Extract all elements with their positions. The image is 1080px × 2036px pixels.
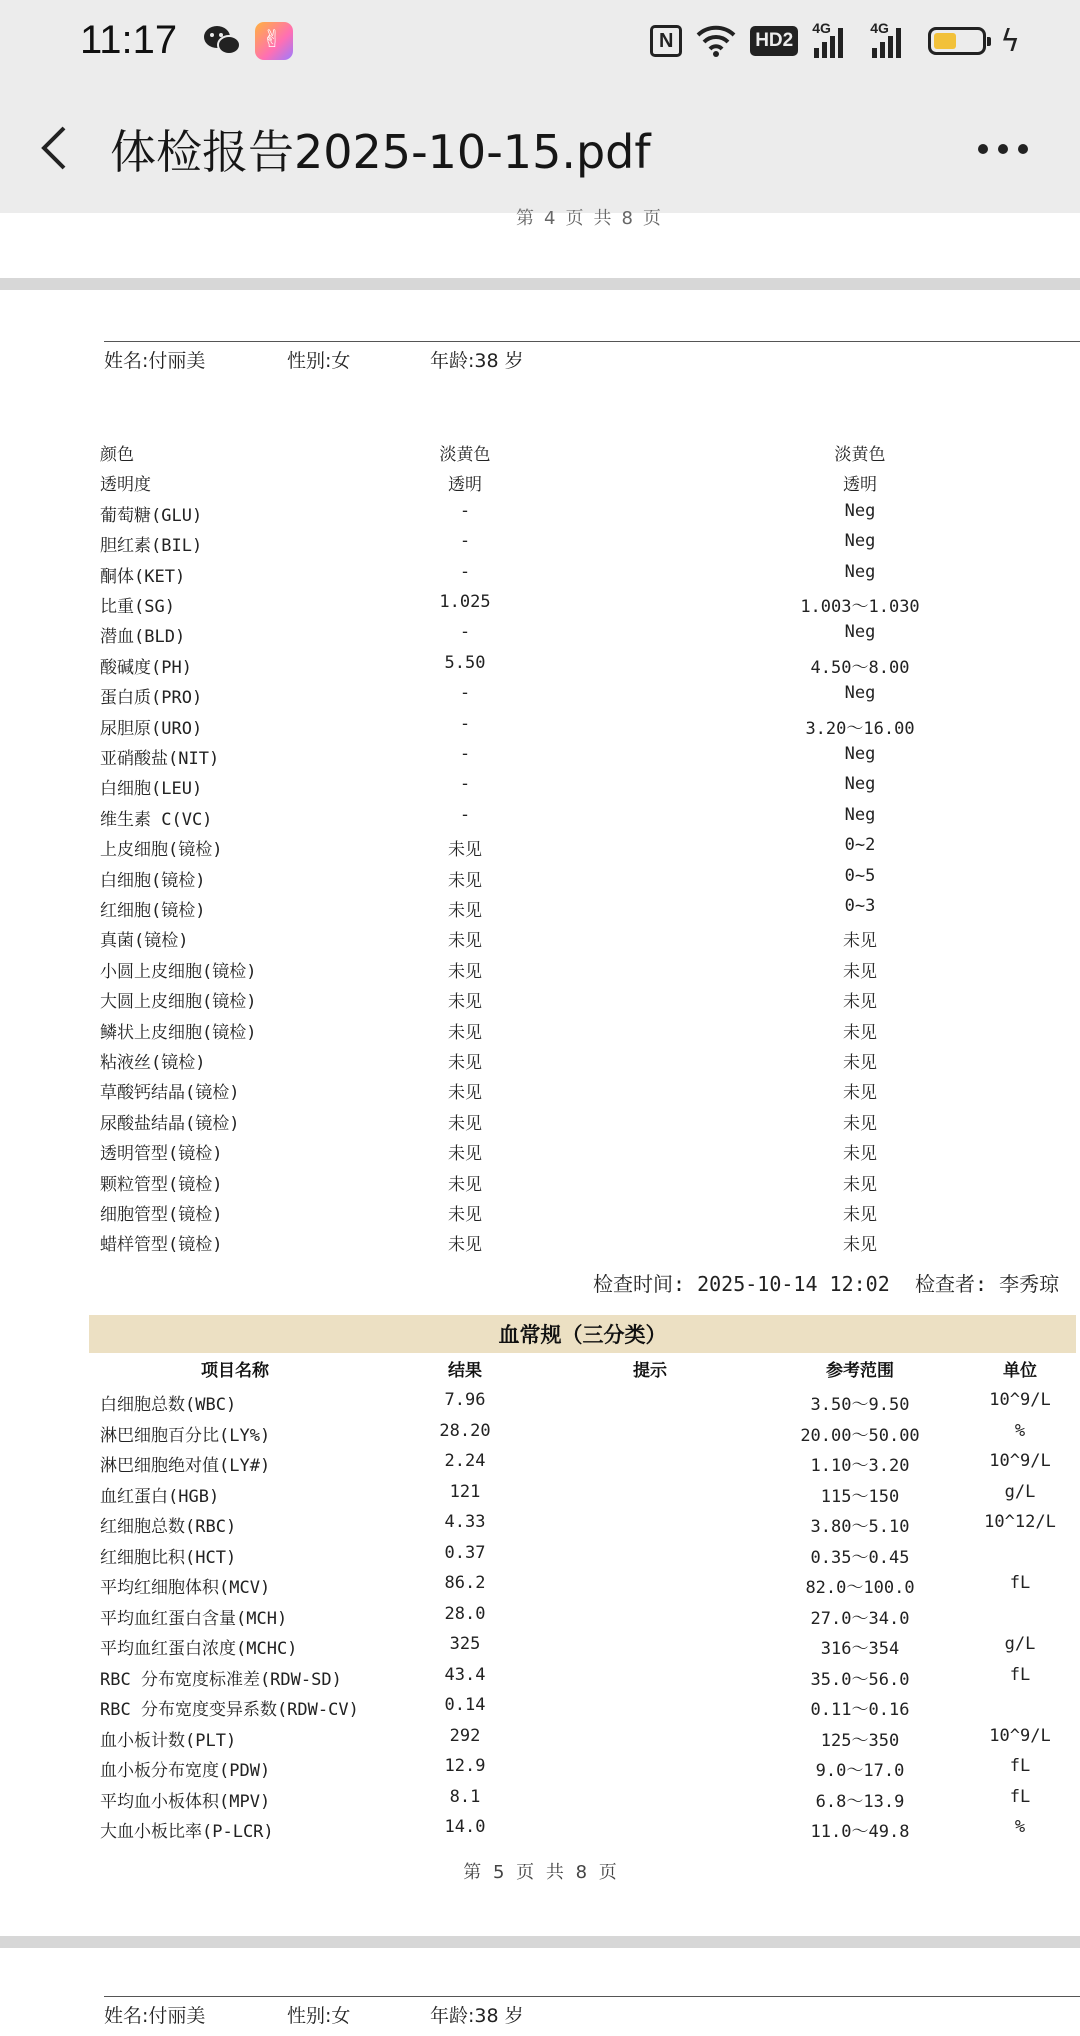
- test-name: 白细胞(镜检): [100, 870, 206, 891]
- test-result: 未见: [448, 1144, 482, 1165]
- test-result: -: [459, 531, 471, 552]
- signal-4g-icon: 4G: [812, 24, 856, 58]
- blood-row: [0, 1665, 1080, 1695]
- test-result: 未见: [448, 1113, 482, 1134]
- test-reference: 未见: [843, 961, 877, 982]
- urine-row: [0, 470, 1080, 500]
- test-reference: 淡黄色: [834, 445, 886, 465]
- urine-row: [0, 1170, 1080, 1200]
- test-result: 未见: [448, 1205, 482, 1225]
- urine-row: [0, 774, 1080, 804]
- test-result: 未见: [448, 1083, 482, 1104]
- urine-row: [0, 622, 1080, 652]
- test-reference: 35.0～56.0: [810, 1669, 910, 1690]
- test-reference: 未见: [843, 1235, 877, 1256]
- test-reference: 316～354: [820, 1639, 900, 1659]
- test-reference: 3.80～5.10: [810, 1517, 910, 1537]
- patient-age: 年龄:38 岁: [430, 350, 524, 372]
- patient-name: 姓名:付丽美: [104, 350, 206, 372]
- urine-row: [0, 1018, 1080, 1048]
- urine-row: [0, 1078, 1080, 1108]
- test-name: 白细胞总数(WBC): [100, 1395, 237, 1415]
- more-options-icon[interactable]: [978, 144, 1028, 154]
- test-reference: Neg: [844, 804, 876, 825]
- test-result: 未见: [448, 901, 482, 921]
- test-name: 细胞管型(镜检): [100, 1205, 223, 1225]
- test-name: RBC 分布宽度标准差(RDW-SD): [100, 1669, 342, 1690]
- test-unit: 10^12/L: [984, 1512, 1056, 1532]
- top-bar: [0, 0, 1080, 213]
- test-unit: fL: [1009, 1756, 1031, 1776]
- test-reference: 0~5: [844, 865, 876, 886]
- test-result: 5.50: [444, 652, 486, 673]
- blood-row: [0, 1787, 1080, 1817]
- test-name: 红细胞(镜检): [100, 901, 206, 921]
- nfc-icon: N: [650, 25, 682, 57]
- test-reference: 1.003～1.030: [800, 597, 920, 617]
- test-name: 大圆上皮细胞(镜检): [100, 992, 257, 1013]
- test-name: 草酸钙结晶(镜检): [100, 1083, 240, 1104]
- app-notification-icon: [255, 22, 293, 60]
- blood-row: [0, 1726, 1080, 1756]
- test-reference: Neg: [844, 744, 876, 764]
- test-result: 未见: [448, 1235, 482, 1256]
- test-reference: 未见: [843, 1053, 877, 1073]
- test-name: 平均红细胞体积(MCV): [100, 1578, 271, 1598]
- blood-row: [0, 1573, 1080, 1603]
- test-result: 28.20: [439, 1420, 491, 1441]
- test-result: 未见: [448, 931, 482, 952]
- test-unit: %: [1014, 1817, 1026, 1837]
- urine-row: [0, 683, 1080, 713]
- test-reference: 6.8～13.9: [815, 1791, 905, 1812]
- test-name: 颜色: [100, 445, 134, 465]
- test-name: 大血小板比率(P-LCR): [100, 1822, 274, 1842]
- test-result: 未见: [448, 870, 482, 891]
- section-title: 血常规（三分类）: [498, 1323, 667, 1347]
- urine-row: [0, 896, 1080, 926]
- test-name: 蛋白质(PRO): [100, 688, 203, 709]
- test-result: 0.14: [444, 1695, 486, 1715]
- wifi-icon: [696, 24, 736, 58]
- test-result: -: [459, 744, 471, 764]
- test-reference: 115～150: [820, 1486, 900, 1507]
- urine-row: [0, 531, 1080, 561]
- test-reference: 27.0～34.0: [810, 1608, 910, 1629]
- blood-row: [0, 1482, 1080, 1512]
- test-name: 血小板分布宽度(PDW): [100, 1761, 271, 1781]
- test-reference: 未见: [843, 992, 877, 1013]
- test-name: 红细胞比积(HCT): [100, 1547, 237, 1568]
- page-separator: [0, 278, 1080, 290]
- test-name: 血红蛋白(HGB): [100, 1486, 220, 1507]
- blood-row: [0, 1451, 1080, 1481]
- blood-row: [0, 1390, 1080, 1420]
- urine-row: [0, 1048, 1080, 1078]
- test-name: 胆红素(BIL): [100, 536, 203, 557]
- test-reference: 3.20～16.00: [805, 718, 915, 739]
- blood-row: [0, 1817, 1080, 1847]
- test-unit: g/L: [1004, 1634, 1036, 1654]
- test-name: 鳞状上皮细胞(镜检): [100, 1022, 257, 1043]
- check-info: [0, 1268, 1080, 1298]
- blood-row: [0, 1756, 1080, 1786]
- test-reference: 0~2: [844, 835, 876, 856]
- test-reference: Neg: [844, 683, 876, 704]
- test-result: 4.33: [444, 1512, 486, 1532]
- previous-page-footer: 第4页共8页: [516, 208, 671, 229]
- urine-row: [0, 501, 1080, 531]
- col-header-unit: 单位: [1003, 1361, 1037, 1381]
- urine-row: [0, 653, 1080, 683]
- test-name: 酸碱度(PH): [100, 657, 192, 678]
- test-reference: Neg: [844, 561, 876, 582]
- test-unit: fL: [1009, 1573, 1031, 1593]
- urine-row: [0, 957, 1080, 987]
- test-name: 颗粒管型(镜检): [100, 1174, 223, 1195]
- test-unit: 10^9/L: [989, 1390, 1051, 1410]
- test-name: 蜡样管型(镜检): [100, 1235, 223, 1256]
- test-reference: 0.35～0.45: [810, 1547, 910, 1568]
- test-result: 14.0: [444, 1817, 486, 1837]
- col-header-ref: 参考范围: [826, 1361, 894, 1381]
- test-result: 未见: [448, 1174, 482, 1195]
- urine-row: [0, 926, 1080, 956]
- test-reference: 1.10～3.20: [810, 1456, 910, 1476]
- test-result: 2.24: [444, 1451, 486, 1471]
- test-unit: %: [1014, 1420, 1026, 1441]
- page-separator: [0, 1936, 1080, 1948]
- test-name: 透明度: [100, 475, 151, 496]
- test-result: -: [459, 683, 471, 704]
- test-name: 红细胞总数(RBC): [100, 1517, 237, 1537]
- urine-row: [0, 562, 1080, 592]
- urine-row: [0, 1139, 1080, 1169]
- test-name: 比重(SG): [100, 597, 175, 617]
- checker: 检查者: 李秀琼: [915, 1272, 1060, 1296]
- urine-row: [0, 744, 1080, 774]
- test-result: 28.0: [444, 1603, 486, 1624]
- test-unit: fL: [1009, 1664, 1031, 1685]
- patient-info: [104, 346, 524, 373]
- col-header-name: 项目名称: [201, 1361, 269, 1381]
- test-name: 尿酸盐结晶(镜检): [100, 1113, 240, 1134]
- status-time: 11:17: [80, 18, 178, 62]
- test-result: 淡黄色: [439, 445, 491, 465]
- test-unit: g/L: [1004, 1481, 1036, 1502]
- test-result: 43.4: [444, 1664, 486, 1685]
- back-arrow-icon[interactable]: [36, 118, 76, 178]
- blood-row: [0, 1543, 1080, 1573]
- test-reference: 未见: [843, 1113, 877, 1134]
- test-reference: 未见: [843, 1205, 877, 1225]
- test-result: 292: [449, 1725, 481, 1746]
- test-result: -: [459, 804, 471, 825]
- test-reference: 82.0～100.0: [805, 1578, 915, 1598]
- test-result: 未见: [448, 961, 482, 982]
- header-rule: [104, 1996, 1080, 1997]
- urine-row: [0, 987, 1080, 1017]
- test-name: 白细胞(LEU): [100, 779, 203, 800]
- test-reference: 0~3: [844, 896, 876, 916]
- test-unit: 10^9/L: [989, 1725, 1051, 1746]
- test-result: -: [459, 713, 471, 734]
- test-reference: 透明: [843, 475, 877, 496]
- blood-row: [0, 1695, 1080, 1725]
- urine-row: [0, 866, 1080, 896]
- test-reference: 未见: [843, 1144, 877, 1165]
- next-page-patient-info: [104, 2001, 524, 2028]
- test-name: 粘液丝(镜检): [100, 1053, 206, 1073]
- test-reference: 125～350: [820, 1730, 900, 1751]
- check-time: 检查时间: 2025-10-14 12:02: [593, 1272, 890, 1296]
- charging-icon: ϟ: [1000, 23, 1020, 59]
- test-reference: 11.0～49.8: [810, 1822, 910, 1842]
- wechat-icon: [202, 24, 242, 58]
- test-name: 维生素 C(VC): [100, 809, 213, 830]
- test-name: 小圆上皮细胞(镜检): [100, 961, 257, 982]
- urine-row: [0, 592, 1080, 622]
- test-reference: 未见: [843, 1174, 877, 1195]
- test-result: 1.025: [439, 592, 491, 612]
- urine-row: [0, 1109, 1080, 1139]
- test-name: 平均血红蛋白浓度(MCHC): [100, 1639, 298, 1659]
- test-result: 8.1: [449, 1786, 481, 1807]
- urine-row: [0, 805, 1080, 835]
- test-reference: 0.11～0.16: [810, 1700, 910, 1720]
- blood-row: [0, 1604, 1080, 1634]
- blood-row: [0, 1512, 1080, 1542]
- test-result: -: [459, 774, 471, 795]
- test-name: 真菌(镜检): [100, 931, 189, 952]
- blood-table-header: [0, 1356, 1080, 1384]
- test-name: 葡萄糖(GLU): [100, 505, 203, 526]
- urine-row: [0, 714, 1080, 744]
- urine-row: [0, 835, 1080, 865]
- test-result: 12.9: [444, 1756, 486, 1776]
- col-header-result: 结果: [448, 1361, 482, 1381]
- test-result: 7.96: [444, 1390, 486, 1410]
- patient-gender: 性别:女: [287, 350, 351, 372]
- test-name: 上皮细胞(镜检): [100, 840, 223, 861]
- patient-gender: 性别:女: [287, 2005, 351, 2027]
- document-title: 体检报告2025-10-15.pdf: [110, 125, 651, 179]
- test-reference: 未见: [843, 931, 877, 952]
- battery-icon: [928, 27, 986, 55]
- test-reference: 20.00～50.00: [800, 1425, 920, 1446]
- status-icons: [650, 18, 1020, 64]
- header-rule: [104, 341, 1080, 342]
- urine-row: [0, 1200, 1080, 1230]
- test-name: 尿胆原(URO): [100, 718, 203, 739]
- test-result: 未见: [448, 840, 482, 861]
- test-reference: 未见: [843, 1022, 877, 1043]
- test-reference: Neg: [844, 531, 876, 552]
- test-result: 86.2: [444, 1573, 486, 1593]
- test-result: -: [459, 500, 471, 521]
- patient-age: 年龄:38 岁: [430, 2005, 524, 2027]
- test-result: 0.37: [444, 1542, 486, 1563]
- test-name: RBC 分布宽度变异系数(RDW-CV): [100, 1700, 359, 1720]
- test-name: 平均血小板体积(MPV): [100, 1791, 271, 1812]
- test-name: 酮体(KET): [100, 566, 186, 587]
- patient-name: 姓名:付丽美: [104, 2005, 206, 2027]
- test-result: 未见: [448, 1022, 482, 1043]
- test-reference: 9.0～17.0: [815, 1761, 905, 1781]
- col-header-hint: 提示: [633, 1361, 667, 1381]
- test-reference: 4.50～8.00: [810, 657, 910, 678]
- urine-row: [0, 1230, 1080, 1260]
- test-result: 未见: [448, 992, 482, 1013]
- test-name: 血小板计数(PLT): [100, 1730, 237, 1751]
- blood-row: [0, 1421, 1080, 1451]
- test-reference: Neg: [844, 774, 876, 795]
- test-unit: 10^9/L: [989, 1451, 1051, 1471]
- test-reference: Neg: [844, 622, 876, 643]
- test-result: 121: [449, 1481, 481, 1502]
- signal-4g-icon: 4G: [870, 24, 914, 58]
- section-header-blood-routine: [89, 1315, 1076, 1353]
- test-name: 淋巴细胞百分比(LY%): [100, 1425, 271, 1446]
- test-result: 未见: [448, 1053, 482, 1073]
- test-name: 潜血(BLD): [100, 627, 186, 648]
- test-reference: Neg: [844, 500, 876, 521]
- test-name: 平均血红蛋白含量(MCH): [100, 1608, 288, 1629]
- test-result: 透明: [448, 475, 482, 496]
- test-name: 透明管型(镜检): [100, 1144, 223, 1165]
- test-reference: 3.50～9.50: [810, 1395, 910, 1415]
- test-result: -: [459, 561, 471, 582]
- test-unit: fL: [1009, 1786, 1031, 1807]
- test-result: -: [459, 622, 471, 643]
- page-footer: 第 5 页 共 8 页: [463, 1862, 617, 1883]
- urine-row: [0, 440, 1080, 470]
- test-name: 亚硝酸盐(NIT): [100, 749, 220, 769]
- blood-row: [0, 1634, 1080, 1664]
- test-name: 淋巴细胞绝对值(LY#): [100, 1456, 271, 1476]
- test-reference: 未见: [843, 1083, 877, 1104]
- test-result: 325: [449, 1634, 481, 1654]
- hd-voice-icon: HD2: [750, 26, 798, 56]
